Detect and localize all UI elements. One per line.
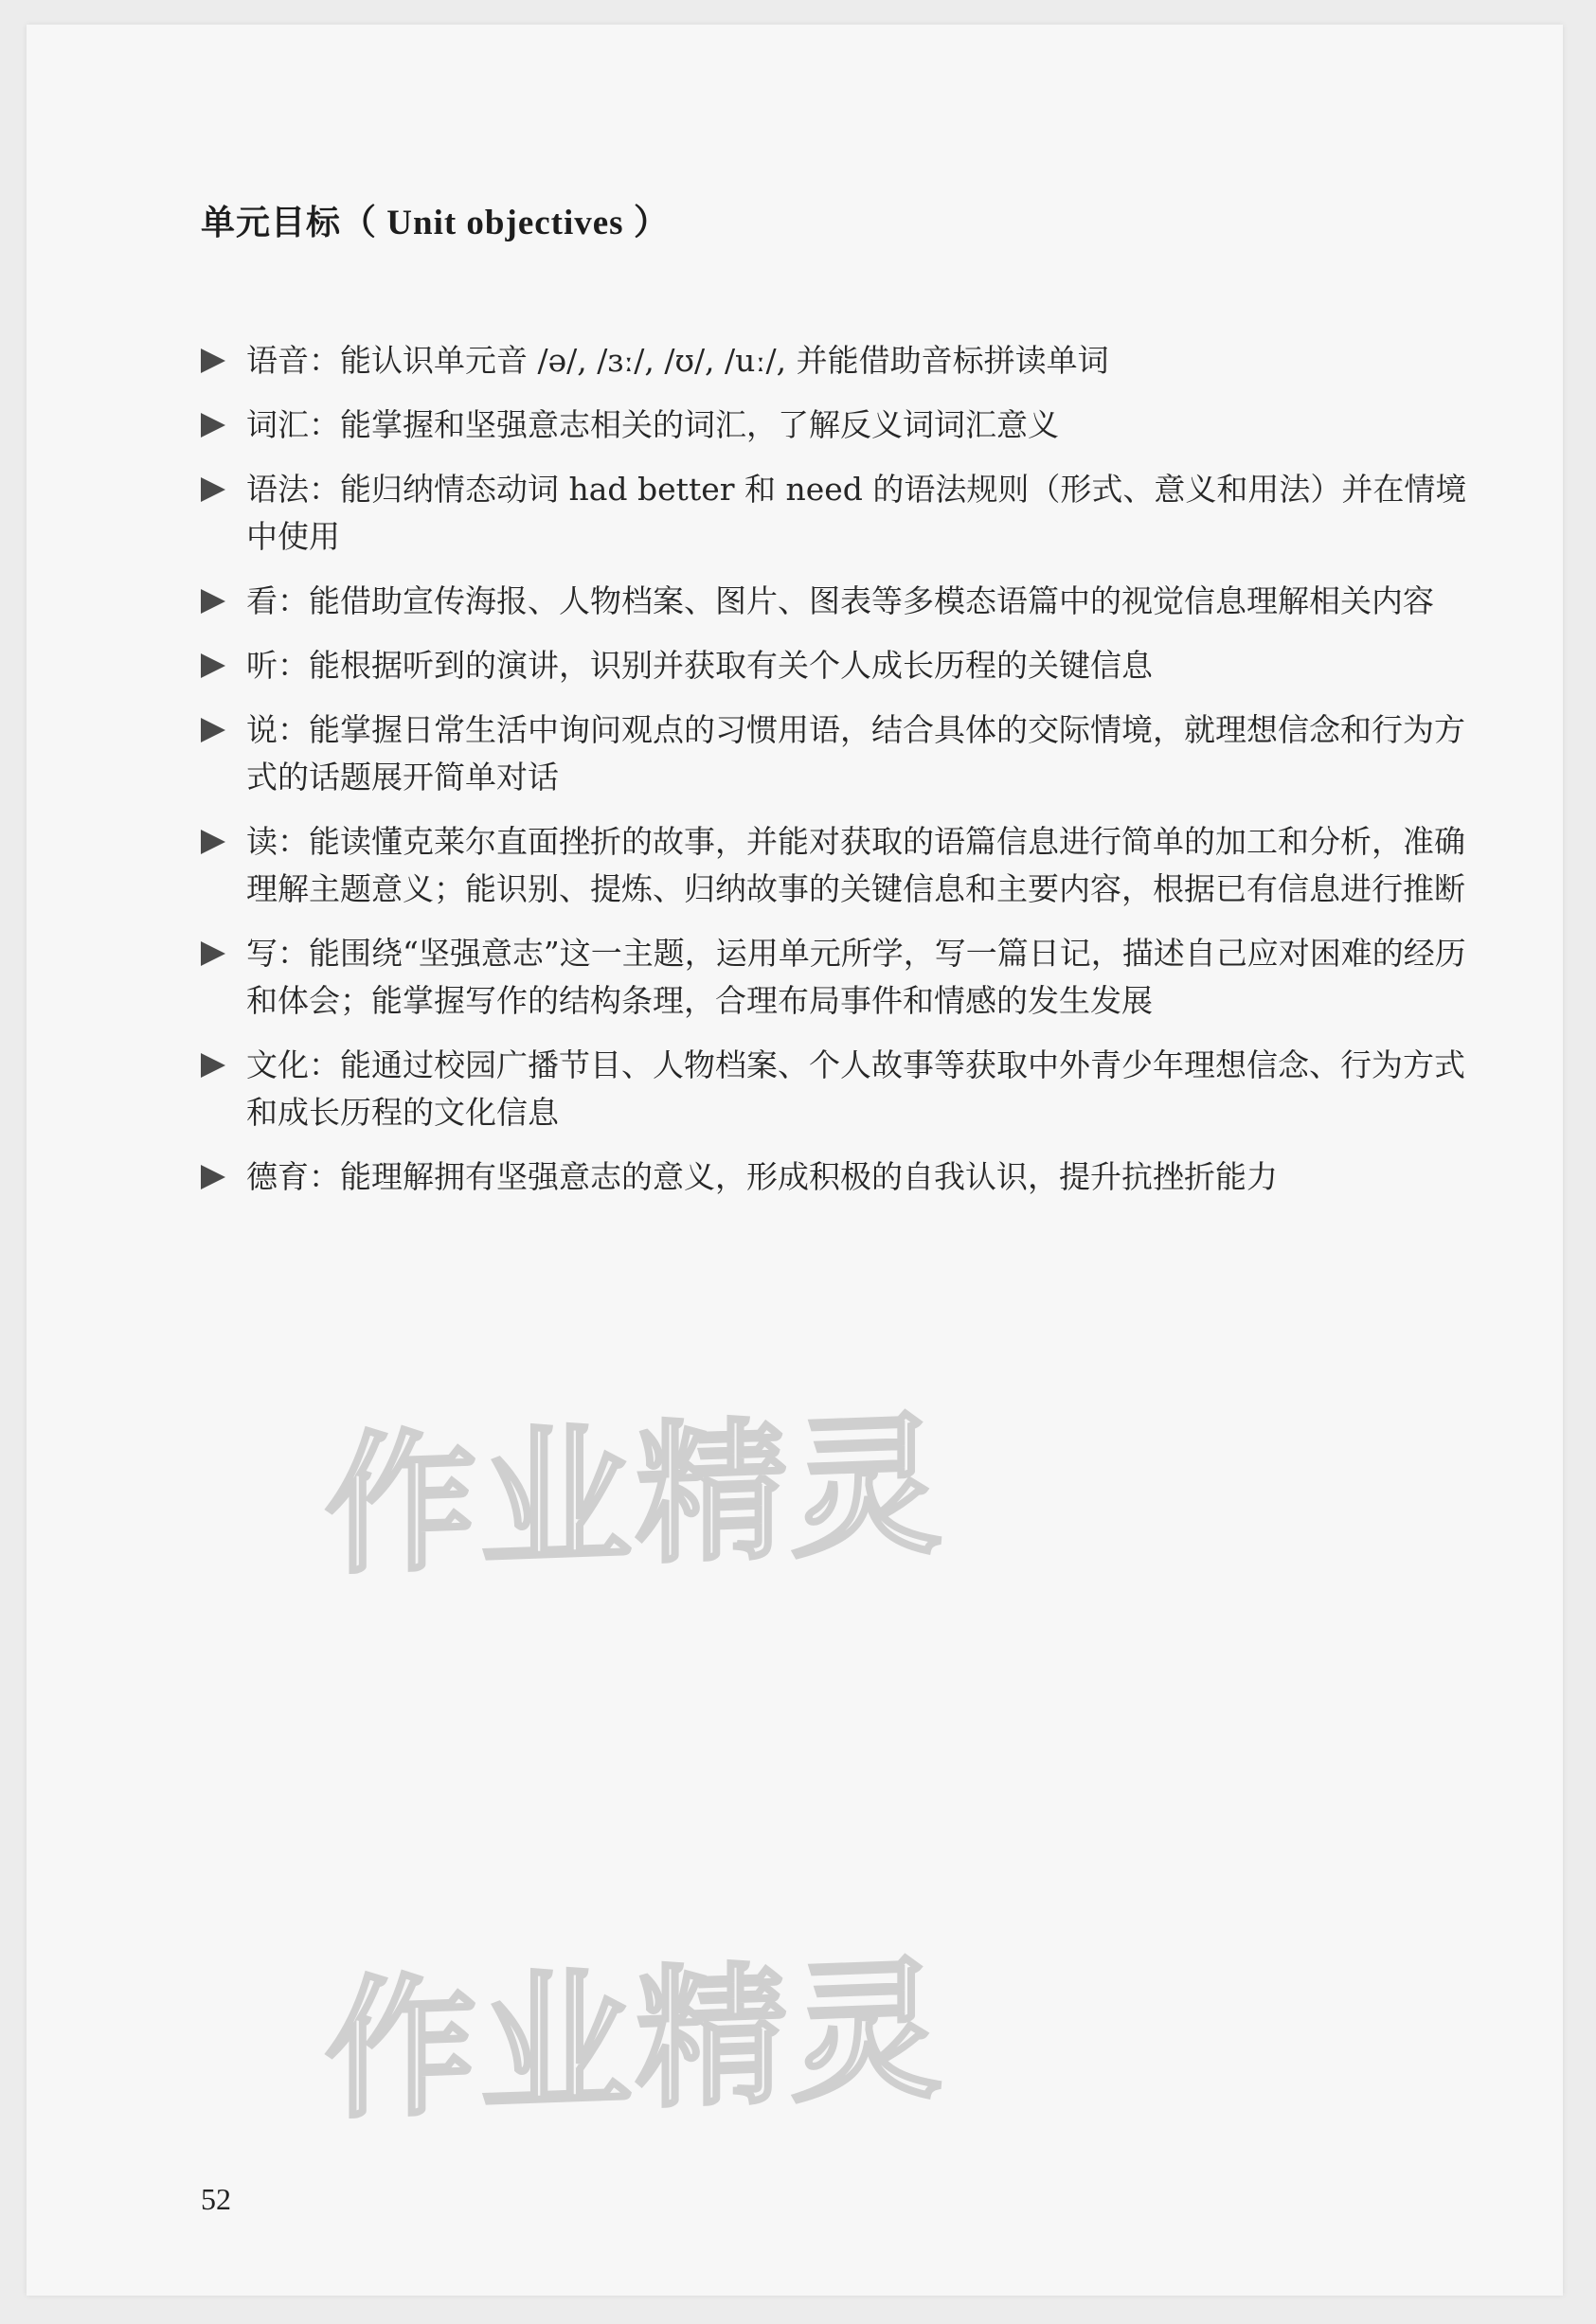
- triangle-bullet-icon: [201, 1165, 225, 1189]
- objective-text: 词汇：能掌握和坚强意志相关的词汇，了解反义词词汇意义: [246, 406, 1059, 443]
- objective-text: 文化：能通过校园广播节目、人物档案、个人故事等获取中外青少年理想信念、行为方式和成长历程的文化信息: [246, 1046, 1465, 1131]
- objective-text: 语音：能认识单元音 /ə/, /ɜː/, /ʊ/, /uː/, 并能借助音标拼读单词: [246, 342, 1109, 379]
- section-title-en: （ Unit objectives ）: [341, 204, 670, 242]
- objective-item: [201, 466, 1489, 561]
- objective-text: 语法：能归纳情态动词 had better 和 need 的语法规则（形式、意义和用法）并在情境中使用: [246, 471, 1467, 555]
- objective-text: 说：能掌握日常生活中询问观点的习惯用语，结合具体的交际情境，就理想信念和行为方式的话题展开简单对话: [246, 711, 1465, 796]
- objective-item: [201, 578, 1489, 625]
- objective-item: [201, 642, 1489, 689]
- triangle-bullet-icon: [201, 718, 225, 742]
- objective-item: [201, 706, 1489, 801]
- page-number: 52: [201, 2182, 231, 2216]
- triangle-bullet-icon: [201, 830, 225, 854]
- section-title-zh: 单元目标: [201, 204, 342, 242]
- objective-item: [201, 1153, 1489, 1201]
- objective-item: [201, 818, 1489, 913]
- triangle-bullet-icon: [201, 589, 225, 614]
- objective-item: [201, 402, 1489, 449]
- objective-item: [201, 930, 1489, 1025]
- triangle-bullet-icon: [201, 1053, 225, 1078]
- watermark: 作业精灵: [325, 1396, 947, 1596]
- watermark: 作业精灵: [325, 1940, 947, 2140]
- objectives-list: [201, 337, 1489, 1218]
- triangle-bullet-icon: [201, 941, 225, 966]
- objective-item: [201, 337, 1489, 384]
- section-title: [201, 193, 670, 244]
- objective-text: 看：能借助宣传海报、人物档案、图片、图表等多模态语篇中的视觉信息理解相关内容: [246, 582, 1434, 619]
- objective-text: 德育：能理解拥有坚强意志的意义，形成积极的自我认识，提升抗挫折能力: [246, 1158, 1278, 1195]
- objective-text: 听：能根据听到的演讲，识别并获取有关个人成长历程的关键信息: [246, 647, 1153, 684]
- triangle-bullet-icon: [201, 349, 225, 373]
- triangle-bullet-icon: [201, 477, 225, 502]
- objective-text: 写：能围绕“坚强意志”这一主题，运用单元所学，写一篇日记，描述自己应对困难的经历和体会；能掌握写作的结构条理，合理布局事件和情感的发生发展: [246, 935, 1466, 1019]
- triangle-bullet-icon: [201, 653, 225, 678]
- triangle-bullet-icon: [201, 413, 225, 438]
- objective-text: 读：能读懂克莱尔直面挫折的故事，并能对获取的语篇信息进行简单的加工和分析，准确理解主题意义；能识别、提炼、归纳故事的关键信息和主要内容，根据已有信息进行推断: [246, 823, 1465, 907]
- objective-item: [201, 1042, 1489, 1136]
- document-page: [27, 25, 1563, 2296]
